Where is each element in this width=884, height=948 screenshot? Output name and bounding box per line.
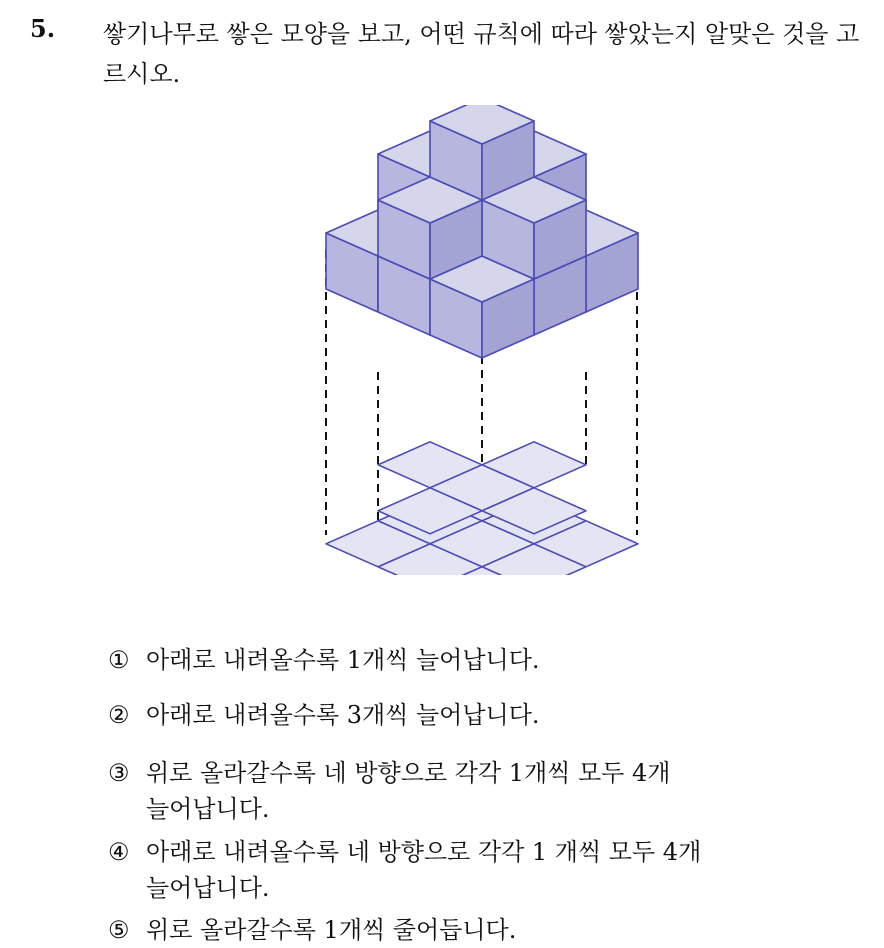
option-4-text: 아래로 내려올수록 네 방향으로 각각 1 개씩 모두 4개 bbox=[146, 838, 702, 866]
question-text: 쌓기나무로 쌓은 모양을 보고, 어떤 규칙에 따라 쌓았는지 알맞은 것을 고르시오. bbox=[103, 20, 860, 88]
option-4-text-cont: 늘어납니다. bbox=[146, 874, 270, 902]
option-4[interactable] bbox=[108, 834, 788, 906]
option-2-text: 아래로 내려올수록 3개씩 늘어납니다. bbox=[146, 701, 540, 729]
option-3[interactable] bbox=[108, 755, 788, 827]
option-3-text-cont: 늘어납니다. bbox=[146, 795, 270, 823]
option-4-mark: ④ bbox=[108, 838, 130, 866]
option-5-mark: ⑤ bbox=[108, 916, 130, 944]
option-3-mark: ③ bbox=[108, 759, 130, 787]
option-5-text: 위로 올라갈수록 1개씩 줄어듭니다. bbox=[146, 916, 517, 944]
question-number: 5. bbox=[30, 14, 56, 43]
option-3-text: 위로 올라갈수록 네 방향으로 각각 1개씩 모두 4개 bbox=[146, 759, 671, 787]
option-2[interactable] bbox=[108, 697, 788, 733]
cube-stack bbox=[326, 105, 638, 358]
option-1-mark: ① bbox=[108, 646, 130, 674]
option-1[interactable] bbox=[108, 642, 788, 678]
option-1-text: 아래로 내려올수록 1개씩 늘어납니다. bbox=[146, 646, 540, 674]
stacked-cubes-figure bbox=[300, 105, 660, 575]
option-5[interactable] bbox=[108, 912, 788, 948]
option-2-mark: ② bbox=[108, 701, 130, 729]
